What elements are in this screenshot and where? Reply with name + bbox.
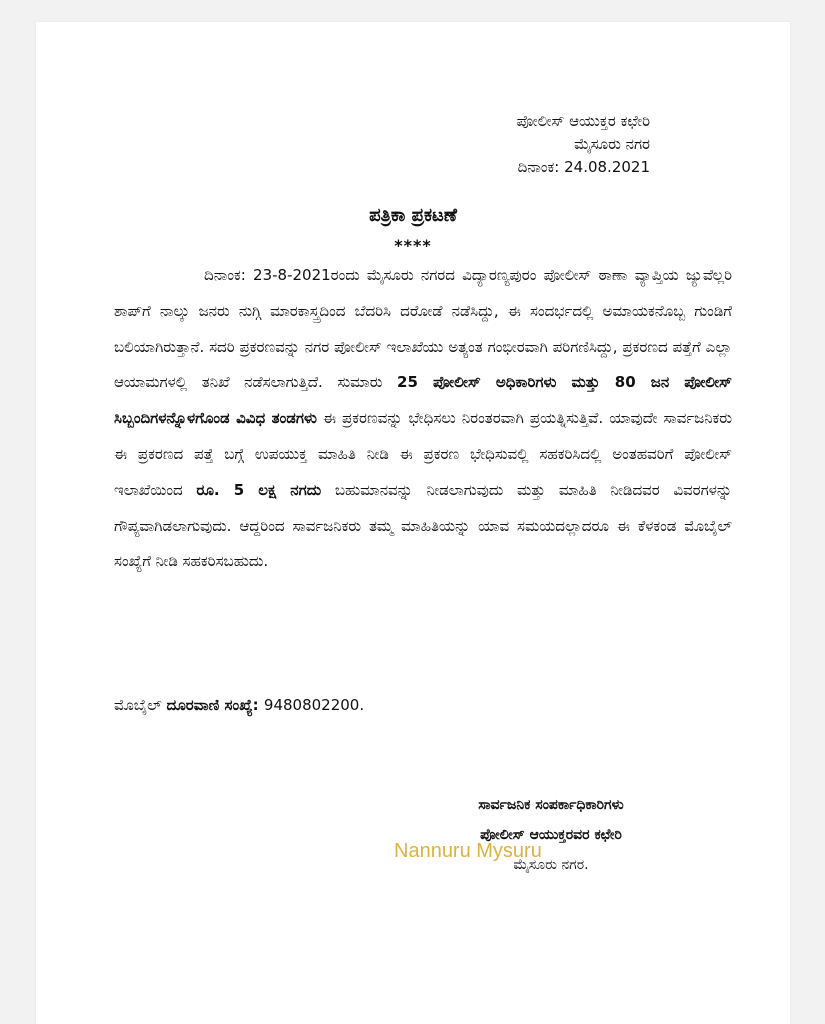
- phone-label: ದೂರವಾಣಿ ಸಂಖ್ಯೆ:: [166, 696, 264, 714]
- press-release-page: [36, 22, 790, 1024]
- signatory-city: ಮೈಸೂರು ನಗರ.: [513, 857, 589, 873]
- body-highlight-teams: 25 ಪೋಲೀಸ್ ಅಧಿಕಾರಿಗಳು ಮತ್ತು 80 ಜನ ಪೋಲೀಸ್ ಸಿಬ್ಬಂದಿಗಳನ್ನೊಳಗೊಂಡ ವಿವಿಧ ತಂಡಗಳು: [114, 373, 733, 428]
- office-city: ಮೈಸೂರು ನಗರ: [574, 135, 650, 153]
- office-header: [517, 110, 650, 179]
- signatory-office: ಪೋಲೀಸ್ ಆಯುಕ್ತರವರ ಕಛೇರಿ: [480, 827, 622, 843]
- body-text-2: ಈ ಪ್ರಕರಣವನ್ನು ಭೇಧಿಸಲು ನಿರಂತರವಾಗಿ ಪ್ರಯತ್ನಿಸುತ್ತಿವೆ. ಯಾವುದೇ ಸಾರ್ವಜನಿಕರು ಈ ಪ್ರಕರಣದ ಪತ್ತೆ ಬಗ್ಗೆ ಉಪಯುಕ್ತ ಮಾಹಿತಿ ನೀಡಿ ಈ ಪ್ರಕರಣ ಭೇಧಿಸುವಲ್ಲಿ ಸಹಕರಿಸಿದಲ್ಲಿ ಅಂತಹವರಿಗೆ ಪೋಲೀಸ್ ಇಲಾಖೆಯಿಂದ: [114, 409, 732, 499]
- body-text-1: ದಿನಾಂಕ: 23-8-2021ರಂದು ಮೈಸೂರು ನಗರದ ವಿದ್ಯಾರಣ್ಯಪುರಂ ಪೋಲೀಸ್ ಠಾಣಾ ವ್ಯಾಪ್ತಿಯ ಜ್ಯುವೆಲ್ಲರಿ ಶಾಪ್‌ಗೆ ನಾಲ್ಕು ಜನರು ನುಗ್ಗಿ ಮಾರಕಾಸ್ತ್ರದಿಂದ ಬೆದರಿಸಿ ದರೋಡೆ ನಡೆಸಿದ್ದು, ಈ ಸಂದರ್ಭದಲ್ಲಿ ಅಮಾಯಕನೊಬ್ಬ ಗುಂಡಿಗೆ ಬಲಿಯಾಗಿರುತ್ತಾನೆ. ಸದರಿ ಪ್ರಕರಣವನ್ನು ನಗರ ಪೋಲೀಸ್ ಇಲಾಖೆಯು ಅತ್ಯಂತ ಗಂಭೀರವಾಗಿ ಪರಿಗಣಿಸಿದ್ದು, ಪ್ರಕರಣದ ಪತ್ತೆಗೆ ಎಲ್ಲಾ ಆಯಾಮಗಳಲ್ಲಿ ತನಿಖೆ ನಡೆಸಲಾಗುತ್ತಿದೆ. ಸುಮಾರು: [114, 266, 732, 392]
- release-body: [114, 258, 732, 580]
- phone-number: 9480802200.: [263, 696, 365, 714]
- body-highlight-reward: ರೂ. 5 ಲಕ್ಷ ನಗದು: [196, 480, 322, 499]
- mobile-label: ಮೊಬೈಲ್: [114, 696, 167, 714]
- watermark: Nannuru Mysuru: [394, 840, 542, 862]
- title-separator: ****: [394, 236, 432, 255]
- page-title: ಪತ್ರಿಕಾ ಪ್ರಕಟಣೆ: [369, 205, 457, 226]
- body-text-3: ಬಹುಮಾನವನ್ನು ನೀಡಲಾಗುವುದು ಮತ್ತು ಮಾಹಿತಿ ನೀಡಿದವರ ವಿವರಗಳನ್ನು ಗೌಪ್ಯವಾಗಿಡಲಾಗುವುದು. ಆದ್ದರಿಂದ ಸಾರ್ವಜನಿಕರು ತಮ್ಮ ಮಾಹಿತಿಯನ್ನು ಯಾವ ಸಮಯದಲ್ಲಾದರೂ ಈ ಕೆಳಕಂಡ ಮೊಬೈಲ್ ಸಂಖ್ಯೆಗೆ ನೀಡಿ ಸಹಕರಿಸಬಹುದು.: [114, 480, 733, 571]
- contact-number-line: [114, 696, 364, 714]
- release-date: ದಿನಾಂಕ: 24.08.2021: [517, 158, 650, 176]
- signatory-title: ಸಾರ್ವಜನಿಕ ಸಂಪರ್ಕಾಧಿಕಾರಿಗಳು: [478, 797, 624, 813]
- office-name: ಪೋಲೀಸ್ ಆಯುಕ್ತರ ಕಛೇರಿ: [516, 112, 650, 130]
- signature-block: [411, 790, 691, 880]
